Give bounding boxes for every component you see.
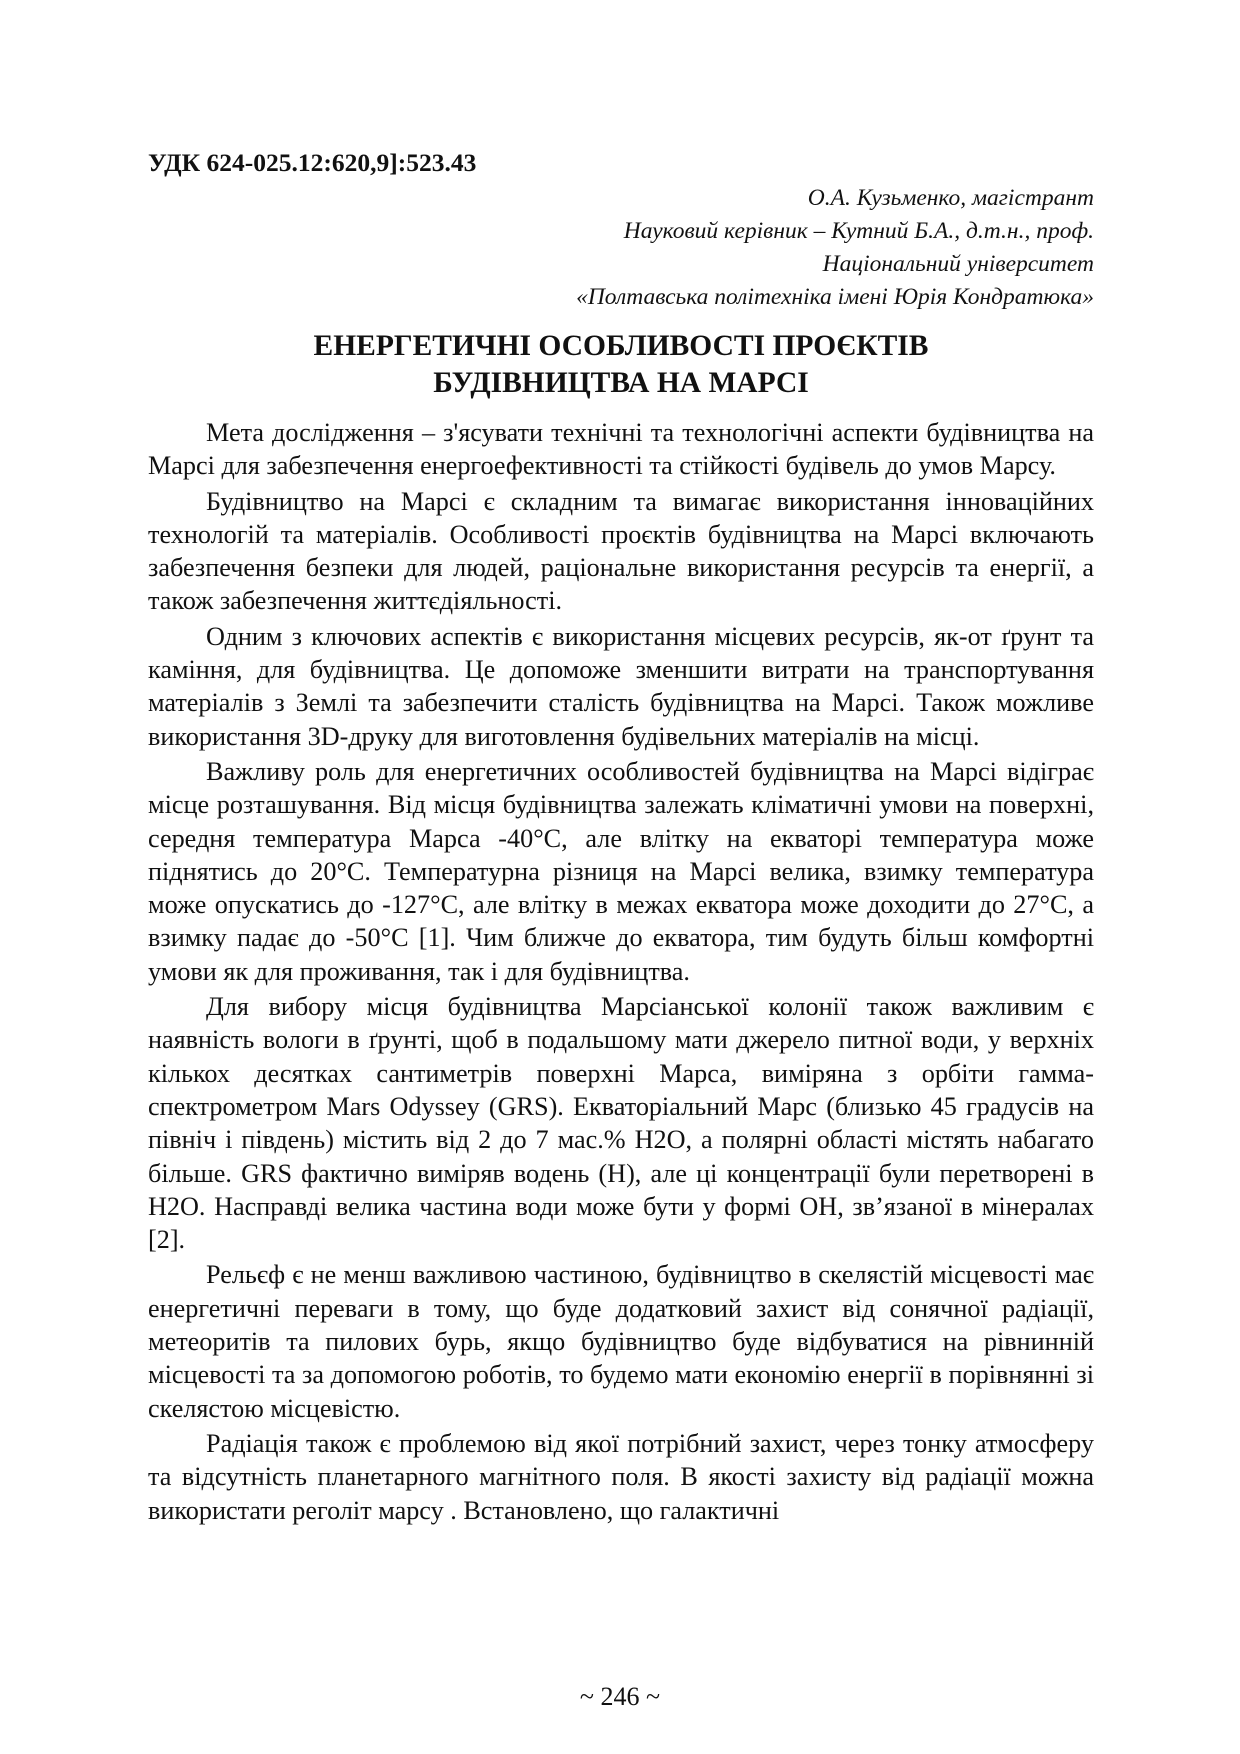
affiliation-line-2: «Полтавська політехніка імені Юрія Кондратюка» [576,284,1094,310]
author-block [148,182,1094,314]
paragraph: Рельєф є не менш важливою частиною, будівництво в скелястій місцевості має енергетичні переваги в тому, що буде додатковий захист від сонячної радіації, метеоритів та пилових бурь, якщо будівництво буде відбуватися на рівнинній місцевості та за допомогою роботів, то будемо мати економію енергії в порівнянні зі скелястою місцевістю. [148,1260,1094,1423]
paragraph: Мета дослідження – з'ясувати технічні та технологічні аспекти будівництва на Марсі для забезпечення енергоефективності та стійкості будівель до умов Марсу. [148,418,1094,481]
supervisor: Науковий керівник – Кутний Б.А., д.т.н., проф. [623,218,1094,244]
paper-title [148,328,1094,402]
paragraph: Для вибору місця будівництва Марсіанської колонії також важливим є наявність вологи в ґрунті, щоб в подальшому мати джерело питної води, у верхніх кількох десятках сантиметрів поверхні Марса, виміряна з орбіти гамма-спектрометром Mars Odyssey (GRS). Екваторіальний Марс (близько 45 градусів на північ і південь) містить від 2 до 7 мас.% H2O, а полярні області містять набагато більше. GRS фактично виміряв водень (H), але ці концентрації були перетворені в H2O. Насправді велика частина води може бути у формі OH, зв’язаної в мінералах [2]. [148,992,1094,1255]
paragraph: Будівництво на Марсі є складним та вимагає використання інноваційних технологій та матеріалів. Особливості проєктів будівництва на Марсі включають забезпечення безпеки для людей, раціональне використання ресурсів та енергії, а також забезпечення життєдіяльності. [148,486,1094,616]
paragraph: Важливу роль для енергетичних особливостей будівництва на Марсі відіграє місце розташування. Від місця будівництва залежать кліматичні умови на поверхні, середня температура Марса -40°C, але влітку на екваторі температура може піднятись до 20°C. Температурна різниця на Марсі велика, взимку температура може опускатись до -127°C, але влітку в межах екватора може доходити до 27°C, а взимку падає до -50°C [1]. Чим ближче до екватора, тим будуть більш комфортні умови як для проживання, так і для будівництва. [148,756,1094,986]
paper-title-line-1: ЕНЕРГЕТИЧНІ ОСОБЛИВОСТІ ПРОЄКТІВ [313,330,929,362]
document-page [148,148,1094,1529]
udc-code: УДК 624-025.12:620,9]:523.43 [148,148,477,177]
affiliation-line-1: Національний університет [822,251,1094,277]
author-name: О.А. Кузьменко, магістрант [807,185,1094,211]
paper-title-line-2: БУДІВНИЦТВА НА МАРСІ [433,367,809,399]
body-text [148,416,1094,1527]
paragraph: Одним з ключових аспектів є використання місцевих ресурсів, як-от ґрунт та каміння, для будівництва. Це допоможе зменшити витрати на транспортування матеріалів з Землі та забезпечити сталість будівництва на Марсі. Також можливе використання 3D-друку для виготовлення будівельних матеріалів на місці. [148,621,1094,751]
paragraph: Радіація також є проблемою від якої потрібний захист, через тонку атмосферу та відсутність планетарного магнітного поля. В якості захисту від радіації можна використати реголіт марсу . Встановлено, що галактичні [148,1428,1094,1525]
page-number: ~ 246 ~ [579,1682,661,1711]
